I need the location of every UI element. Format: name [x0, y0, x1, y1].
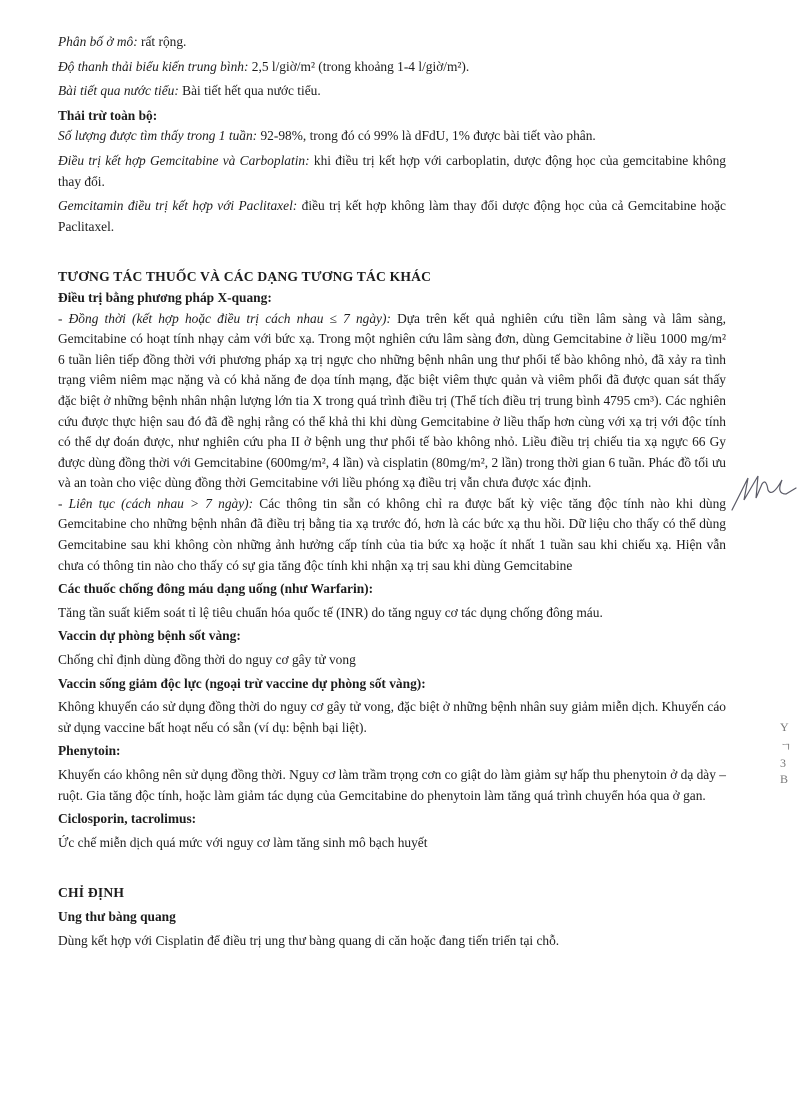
urine-line	[58, 81, 726, 102]
bladder-cancer-text: Dùng kết hợp với Cisplatin để điều trị ung thư bàng quang di căn hoặc đang tiến triển tại chỗ.	[58, 932, 560, 948]
concurrent-paragraph	[58, 309, 726, 494]
paclitaxel-label: Gemcitamin điều trị kết hợp với Paclitaxel:	[58, 198, 298, 214]
carboplatin-label: Điều trị kết hợp Gemcitabine và Carboplatin:	[58, 152, 310, 168]
clearance-value: 2,5 l/giờ/m² (trong khoảng 1-4 l/giờ/m²).	[248, 58, 470, 74]
sequential-label: - Liên tục (cách nhau > 7 ngày):	[58, 495, 254, 511]
phenytoin-title: Phenytoin:	[58, 743, 121, 759]
document-page	[58, 32, 726, 951]
bladder-cancer-title: Ung thư bàng quang	[58, 908, 176, 924]
urine-value: Bài tiết hết qua nước tiểu.	[178, 83, 321, 99]
distribution-line	[58, 32, 726, 53]
live-vaccine-title: Vaccin sống giảm độc lực (ngoại trừ vaccine dự phòng sốt vàng):	[58, 675, 426, 691]
urine-label: Bài tiết qua nước tiểu:	[58, 83, 179, 99]
week-value: 92-98%, trong đó có 99% là dFdU, 1% được bài tiết vào phân.	[257, 128, 596, 144]
phenytoin-text: Khuyến cáo không nên sử dụng đồng thời. Nguy cơ làm trầm trọng cơn co giật do làm giảm sự hấp thu phenytoin ở dạ dày – ruột. Gia tăng độc tính, hoặc làm giảm tác dụng của Gemcitabine do phenytoin làm tăng quá trình chuyển hóa qua ở gan.	[58, 767, 726, 803]
week-line	[58, 126, 726, 147]
carboplatin-text: khi điều trị kết hợp với carboplatin, dược động học của gemcitabine không thay đổi.	[58, 152, 726, 189]
margin-mark: Y	[780, 720, 789, 734]
interactions-heading: TƯƠNG TÁC THUỐC VÀ CÁC DẠNG TƯƠNG TÁC KHÁC	[58, 269, 432, 285]
sequential-text: Các thông tin sẵn có không chỉ ra được bất kỳ việc tăng độc tính nào khi dùng Gemcitabine cho những bệnh nhân đã điều trị bằng tia xạ trước đó, hơn là các bức xạ thu hồi. Dữ liệu cho thấy có thể dùng Gemcitabine sau khi không còn những ảnh hưởng cấp tính của tia bức xạ hoặc ít nhất 1 tuần sau khi chiếu xạ. Hiện vẫn chưa có thông tin nào cho thấy có sự gia tăng độc tính khi nhận xạ trị sau khi dùng Gemcitabine	[58, 495, 726, 573]
margin-marks	[772, 300, 800, 800]
yellow-fever-title: Vaccin dự phòng bệnh sốt vàng:	[58, 628, 241, 644]
sequential-paragraph	[58, 494, 726, 576]
live-vaccine-text: Không khuyến cáo sử dụng đồng thời do nguy cơ gây tử vong, đặc biệt ở những bệnh nhân suy giảm miễn dịch. Khuyến cáo sử dụng vaccine bất hoạt nếu có sẵn (ví dụ: bệnh bại liệt).	[58, 699, 726, 735]
margin-mark: ㄱ	[780, 740, 792, 754]
anticoagulant-text: Tăng tần suất kiểm soát tỉ lệ tiêu chuẩn hóa quốc tế (INR) do tăng nguy cơ tác dụng chống đông máu.	[58, 604, 603, 620]
paclitaxel-text: điều trị kết hợp không làm thay đổi dược động học của cả Gemcitabine hoặc Paclitaxel.	[58, 198, 726, 234]
total-elimination-title: Thải trừ toàn bộ:	[58, 107, 158, 123]
clearance-line	[58, 57, 726, 78]
distribution-label: Phân bố ở mô:	[58, 34, 138, 49]
week-label: Số lượng được tìm thấy trong 1 tuần:	[58, 128, 258, 144]
anticoagulant-title: Các thuốc chống đông máu dạng uống (như Warfarin):	[58, 581, 374, 597]
concurrent-text: Dựa trên kết quả nghiên cứu tiền lâm sàng và lâm sàng, Gemcitabine có hoạt tính nhạy cảm với bức xạ. Trong một nghiên cứu lâm sàng đơn, dùng Gemcitabine ở liều 1000 mg/m² 6 tuần liên tiếp đồng thời với phương pháp xạ trị ngực cho những bệnh nhân ung thư phổi tế bào không nhỏ, đã xảy ra tình trạng viêm niêm mạc nặng và có khả năng đe dọa tính mạng, đặc biệt viêm thực quản và viêm phổi đã được quan sát thấy đặc biệt ở những bệnh nhân nhận lượng lớn tia X trong quá trình điều trị (Thể tích điều trị trung bình 4795 cm³). Các nghiên cứu được thực hiện sau đó đã đề nghị rằng có thể khả thi khi dùng Gemcitabine ở liều thấp hơn cùng với xạ trị với độc tính có thể dự đoán được, như nghiên cứu pha II ở bệnh ung thư phổi tế bào không nhỏ. Liều điều trị chiếu tia xạ ngực 66 Gy được dùng đồng thời với Gemcitabine (600mg/m², 4 lần) và cisplatin (80mg/m², 2 lần) trong thời gian 6 tuần. Phác đồ tối ưu và an toàn cho việc dùng đồng thời Gemcitabine với liều phóng xạ điều trị vẫn chưa được xác định.	[58, 310, 726, 491]
indications-heading: CHỈ ĐỊNH	[58, 885, 125, 901]
yellow-fever-text: Chống chỉ định dùng đồng thời do nguy cơ gây tử vong	[58, 652, 356, 668]
ciclosporin-text: Ức chế miễn dịch quá mức với nguy cơ làm tăng sinh mô bạch huyết	[58, 834, 428, 850]
carboplatin-paragraph	[58, 151, 726, 192]
concurrent-label: - Đồng thời (kết hợp hoặc điều trị cách nhau ≤ 7 ngày):	[58, 310, 391, 326]
paclitaxel-paragraph	[58, 196, 726, 237]
ciclosporin-title: Ciclosporin, tacrolimus:	[58, 811, 197, 827]
margin-mark: B	[780, 772, 789, 786]
xray-title: Điều trị bằng phương pháp X-quang:	[58, 289, 272, 305]
clearance-label: Độ thanh thải biểu kiến trung bình:	[58, 58, 249, 74]
distribution-value: rất rộng.	[137, 34, 187, 49]
margin-mark: 3	[780, 756, 786, 770]
